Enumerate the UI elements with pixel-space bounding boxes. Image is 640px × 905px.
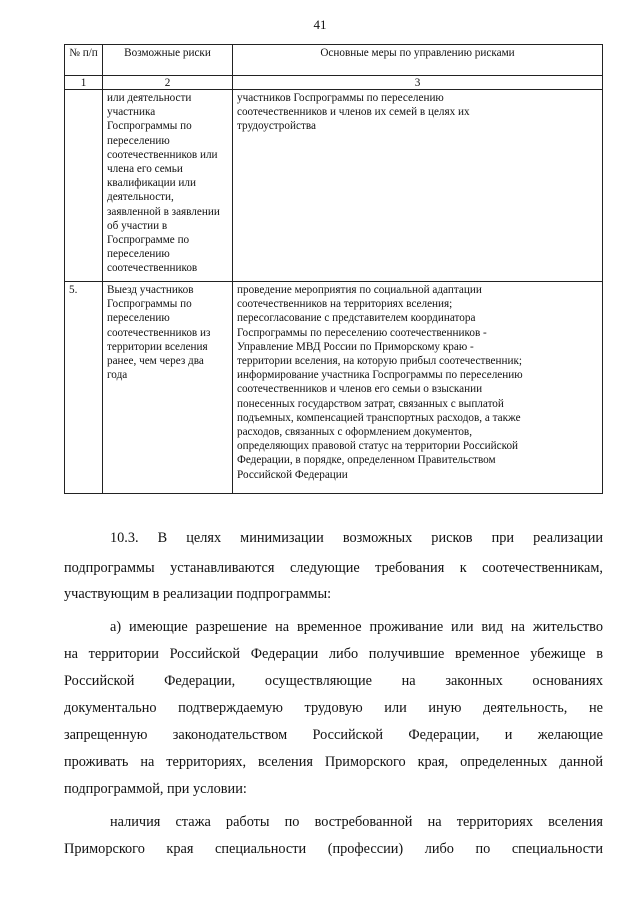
column-number-row: [65, 76, 603, 90]
measure-line: расходов, связанных с оформлением документов,: [237, 426, 473, 439]
paragraph-line: подпрограммой, при условии:: [64, 781, 247, 797]
paragraph-line: а) имеющие разрешение на временное проживание или вид на жительство: [110, 619, 603, 635]
measure-line: участников Госпрограммы по переселению: [237, 92, 444, 104]
paragraph-line: участвующим в реализации подпрограммы:: [64, 586, 332, 602]
paragraph-line: проживать на территориях, вселения Приморского края, определенных данной: [64, 754, 603, 770]
risk-line: Госпрограммы по: [107, 120, 192, 133]
measure-line: Федерации, в порядке, определенном Правительством: [237, 454, 496, 467]
table-row: [65, 282, 603, 494]
risk-line: Госпрограммы по: [107, 298, 192, 311]
measure-line: территории вселения, на которую прибыл соотечественник;: [237, 355, 523, 368]
measure-line: понесенных государством затрат, связанных с выплатой: [237, 397, 504, 410]
risk-line: об участии в: [107, 219, 168, 232]
risk-line: заявленной в заявлении: [107, 205, 220, 218]
measure-line: соотечественников и членов их семей в целях их: [237, 106, 470, 119]
risk-line: члена его семьи: [107, 163, 183, 176]
header-number: № п/п: [65, 45, 103, 76]
risk-line: соотечественников: [107, 262, 198, 275]
row-number: 5.: [65, 282, 103, 494]
column-number: 1: [65, 76, 103, 90]
risk-line: участника: [107, 106, 156, 119]
measures-cell: [233, 282, 603, 494]
risk-line: переселению: [107, 134, 170, 147]
paragraph-line: на территории Российской Федерации либо получившие временное убежище в: [64, 646, 603, 662]
risk-line: года: [107, 369, 128, 382]
measure-line: подъемных, компенсацией транспортных расходов, а также: [237, 411, 521, 424]
header-measures: Основные меры по управлению рисками: [233, 45, 603, 76]
risk-line: Госпрограмме по: [107, 234, 190, 247]
risk-line: территории вселения: [107, 340, 208, 353]
risk-cell: [103, 90, 233, 282]
measure-line: Управление МВД России по Приморскому краю -: [237, 340, 474, 353]
risk-line: соотечественников из: [107, 326, 211, 339]
measure-line: проведение мероприятия по социальной адаптации: [237, 284, 482, 296]
measures-cell: [233, 90, 603, 282]
risk-line: Выезд участников: [107, 284, 194, 296]
paragraph-line: Приморского края специальности (профессии) либо по специальности: [64, 841, 603, 857]
header-risks: Возможные риски: [103, 45, 233, 76]
paragraph-line: документально подтверждаемую трудовую или иную деятельность, не: [64, 700, 603, 716]
measure-line: пересогласование с представителем координатора: [237, 312, 476, 325]
risk-line: деятельности,: [107, 191, 174, 204]
risk-line: соотечественников или: [107, 148, 218, 161]
page-number: 41: [313, 17, 327, 32]
row-number: [65, 90, 103, 282]
table-row: [65, 90, 603, 282]
table-header-row: [65, 45, 603, 76]
measure-line: соотечественников и членов его семьи о взыскании: [237, 383, 483, 396]
measure-line: определяющих правовой статус на территории Российской: [237, 440, 519, 453]
measure-line: соотечественников на территориях вселения;: [237, 298, 453, 311]
paragraph-line: Российской Федерации, осуществляющие на законных основаниях: [64, 673, 603, 689]
risk-line: ранее, чем через два: [107, 355, 204, 368]
paragraph-line: запрещенную законодательством Российской Федерации, и желающие: [64, 727, 603, 743]
measure-line: трудоустройства: [237, 120, 316, 133]
column-number: 2: [103, 76, 233, 90]
risk-line: переселению: [107, 248, 170, 261]
risk-line: квалификации или: [107, 177, 196, 190]
risk-line: или деятельности: [107, 92, 192, 104]
risk-line: переселению: [107, 312, 170, 325]
measure-line: Госпрограммы по переселению соотечественников -: [237, 326, 487, 339]
column-number: 3: [233, 76, 603, 90]
risk-table: [64, 44, 603, 494]
risk-cell: [103, 282, 233, 494]
paragraph-line: 10.3. В целях минимизации возможных рисков при реализации: [110, 530, 603, 546]
measure-line: информирование участника Госпрограммы по переселению: [237, 369, 523, 382]
paragraph-line: наличия стажа работы по востребованной на территориях вселения: [110, 814, 603, 830]
paragraph-line: подпрограммы устанавливаются следующие требования к соотечественникам,: [64, 560, 603, 576]
measure-line: Российской Федерации: [237, 468, 348, 481]
